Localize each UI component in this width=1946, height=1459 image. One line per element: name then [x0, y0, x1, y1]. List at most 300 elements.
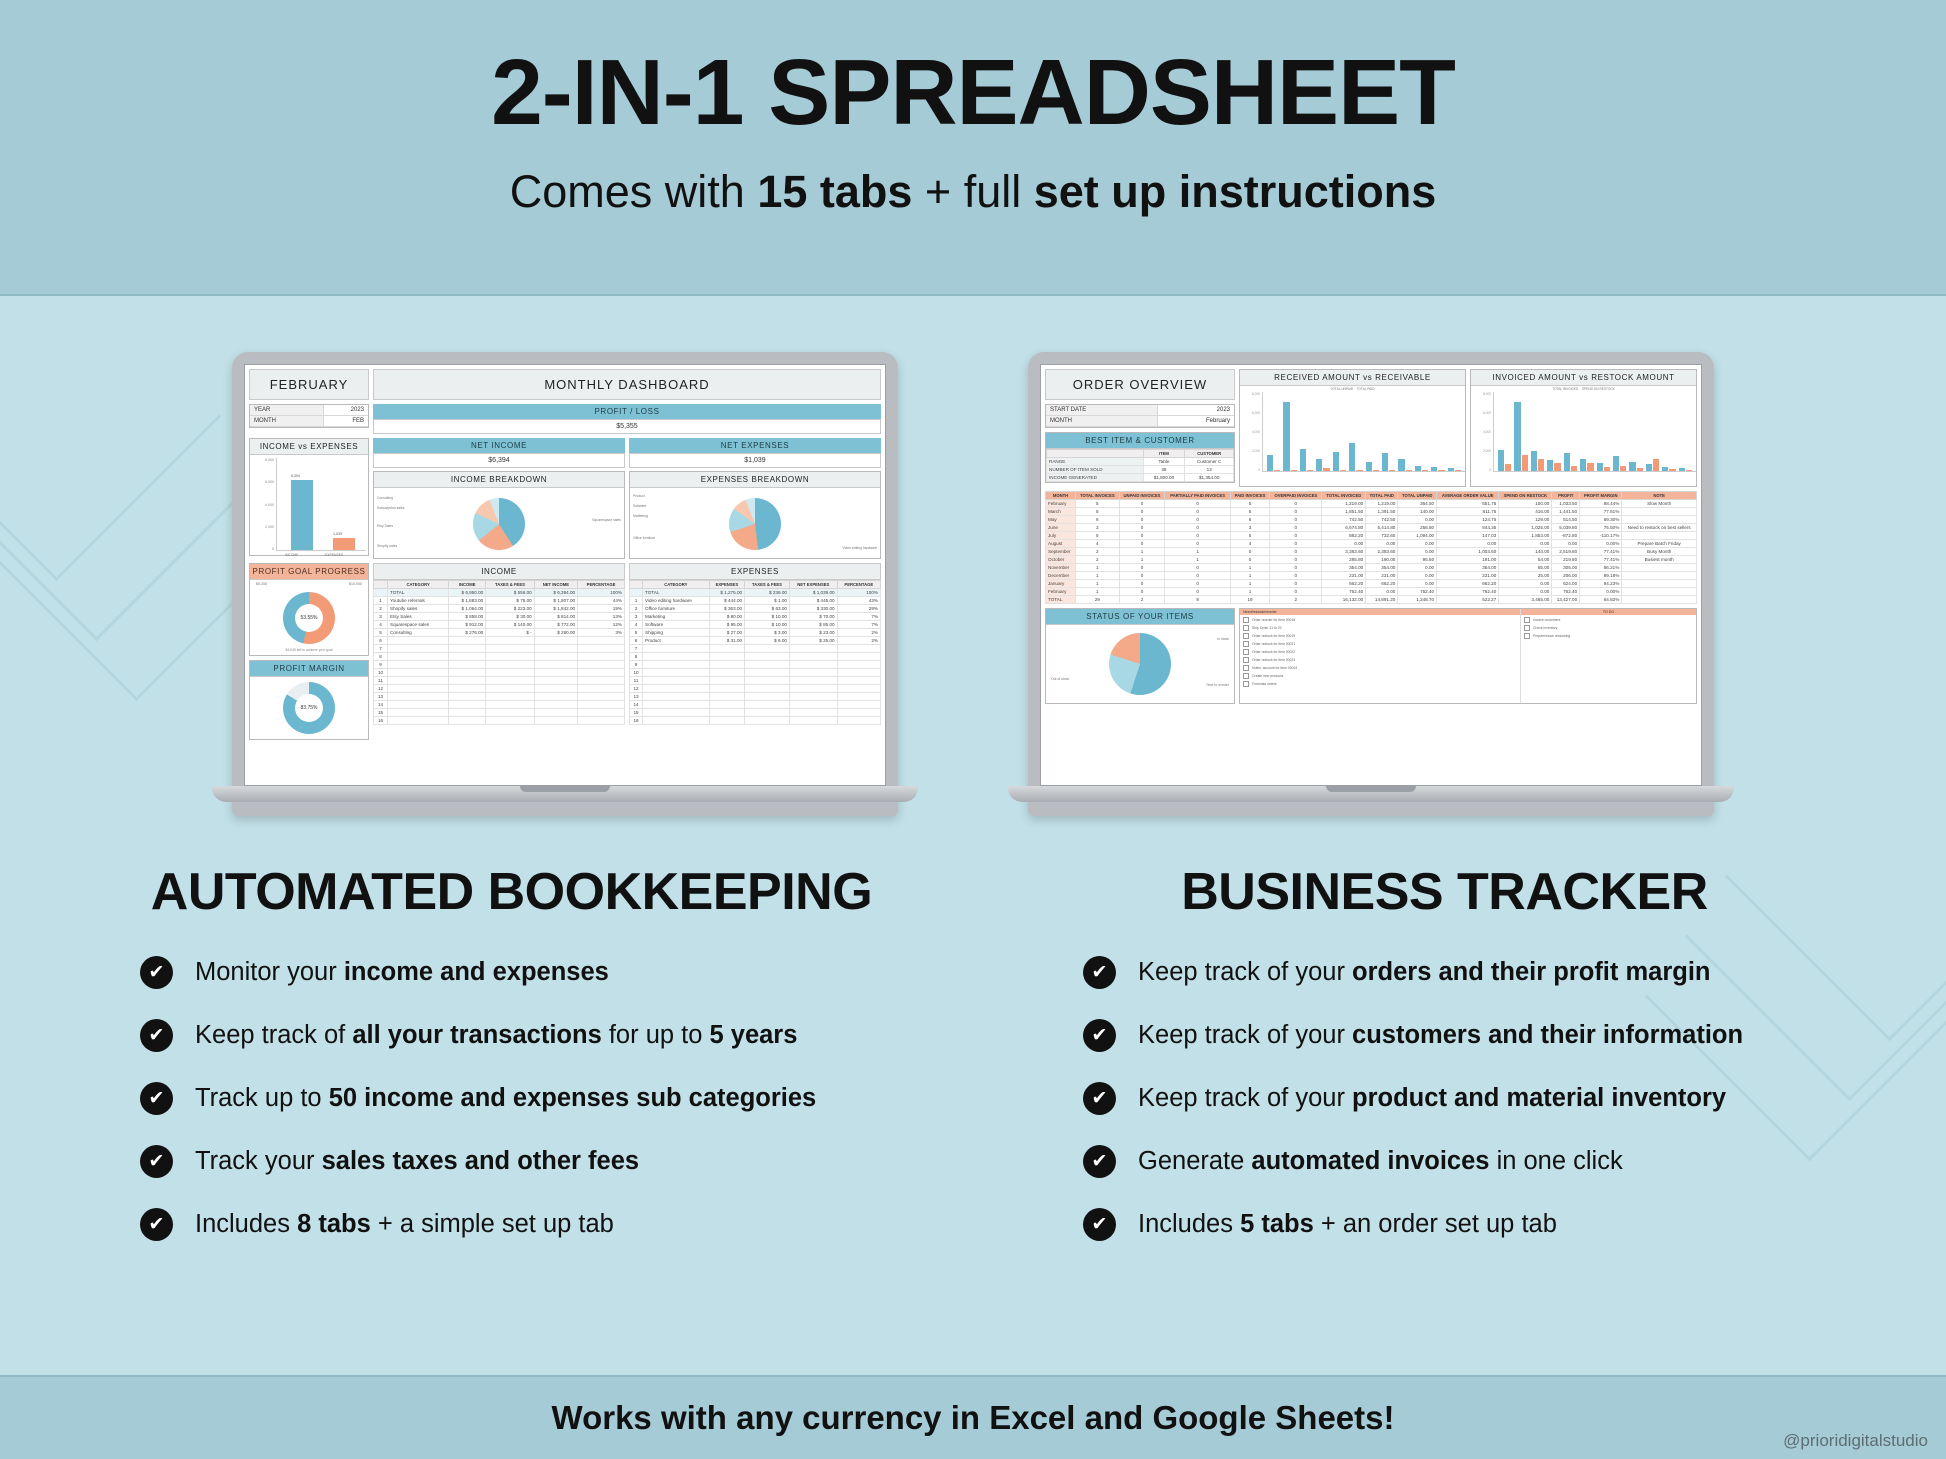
bar: [1406, 470, 1412, 471]
cell: [1622, 516, 1697, 524]
cell: Busy Month: [1622, 548, 1697, 556]
cell: 0: [1270, 532, 1322, 540]
cell: 3: [1076, 524, 1119, 532]
bar: [1653, 459, 1659, 471]
cell: [388, 677, 449, 685]
bar: [1597, 463, 1603, 471]
cell: $ 75.00: [486, 597, 534, 605]
bar: [1686, 470, 1692, 471]
legend-restock: SPEND ON RESTOCK: [1581, 387, 1615, 391]
cell: $ 23.00: [789, 629, 837, 637]
cell: $ 1,842.00: [534, 605, 577, 613]
cell: [388, 709, 449, 717]
cell: 0: [1165, 564, 1230, 572]
cell: $ 445.00: [789, 597, 837, 605]
check-icon: ✔: [1083, 1019, 1116, 1052]
cell: 147.03: [1437, 532, 1499, 540]
checklist-item[interactable]: [1243, 617, 1517, 623]
feature-item: [140, 1145, 973, 1178]
cell: [745, 645, 790, 653]
page-title: 2-IN-1 SPREADSHEET: [491, 40, 1455, 144]
feature-item: [140, 956, 973, 989]
cell: [789, 677, 837, 685]
cell: 0: [1119, 564, 1165, 572]
table-row: [630, 629, 881, 637]
checklist-item[interactable]: [1243, 625, 1517, 631]
cell: $ 1.00: [745, 597, 790, 605]
checkbox-icon[interactable]: [1524, 617, 1530, 623]
pie-label: Subscription sales: [377, 506, 405, 510]
cell: [789, 661, 837, 669]
checklist-item[interactable]: [1524, 617, 1693, 623]
xtick-expenses: EXPENSES: [325, 553, 344, 557]
checklist-item[interactable]: [1524, 625, 1693, 631]
xtick-income: INCOME: [285, 553, 299, 557]
brand-handle: @prioridigitalstudio: [1783, 1431, 1928, 1450]
table-row: [630, 645, 881, 653]
cell: 0: [1270, 508, 1322, 516]
cell: [449, 677, 486, 685]
column-header: TOTAL INVOICED: [1322, 492, 1366, 500]
column-tracker: [973, 862, 1916, 1271]
goal-percent: 53.55%: [295, 604, 323, 632]
cell: [388, 637, 449, 645]
bar-group: [1300, 392, 1313, 471]
bar-group: [1382, 392, 1395, 471]
cell: [709, 669, 744, 677]
cell: 14,891.20: [1366, 596, 1398, 604]
cell: June: [1046, 524, 1076, 532]
cell: [578, 717, 625, 725]
col-category: CATEGORY: [643, 581, 710, 589]
status-pie: [1109, 633, 1171, 695]
screen-monthly-dashboard: [244, 364, 886, 786]
bar: [1340, 470, 1346, 471]
pie-label: Marketing: [633, 514, 648, 518]
checklist-item[interactable]: [1243, 641, 1517, 647]
cell: [837, 701, 880, 709]
cell: [745, 653, 790, 661]
checkbox-icon[interactable]: [1243, 649, 1249, 655]
cell: Youtube referrals: [388, 597, 449, 605]
cell: $ 363.00: [709, 605, 744, 613]
table-row: [630, 597, 881, 605]
check-icon: ✔: [140, 956, 173, 989]
cell: 1: [1076, 564, 1119, 572]
cell: [789, 669, 837, 677]
cell: 231.00: [1366, 572, 1398, 580]
ytick: 8,000: [265, 458, 274, 462]
table-row: [1046, 564, 1697, 572]
feature-item: [1083, 1208, 1916, 1241]
checklist-item[interactable]: [1243, 673, 1517, 679]
cell: [449, 661, 486, 669]
column-header: AVERAGE ORDER VALUE: [1437, 492, 1499, 500]
checklist-label: Order restock for item 00021: [1252, 642, 1296, 646]
cell: Squarespace sales: [388, 621, 449, 629]
cell: 9: [630, 661, 643, 669]
checkbox-icon[interactable]: [1243, 633, 1249, 639]
checkbox-icon[interactable]: [1243, 625, 1249, 631]
bar-label-income: 6,394: [291, 474, 300, 479]
cell: [709, 693, 744, 701]
cell: Consulting: [388, 629, 449, 637]
cell: [745, 669, 790, 677]
bar: [1438, 470, 1444, 471]
cell: 0.00: [1322, 540, 1366, 548]
checkbox-icon[interactable]: [1243, 617, 1249, 623]
bar-group: [1547, 392, 1560, 471]
check-icon: ✔: [1083, 956, 1116, 989]
col-percentage: PERCENTAGE: [578, 581, 625, 589]
cell: 662.20: [1437, 580, 1499, 588]
cell: February: [1046, 588, 1076, 596]
cell: 3: [630, 613, 643, 621]
cell: $ 912.00: [449, 621, 486, 629]
table-row: [1046, 548, 1697, 556]
status-panel-title: STATUS OF YOUR ITEMS: [1046, 609, 1234, 625]
subtitle-instructions: set up instructions: [1033, 165, 1437, 217]
bar: [1274, 470, 1280, 471]
cell: 4: [374, 621, 388, 629]
order-overview-title: ORDER OVERVIEW: [1045, 369, 1235, 400]
cell: 140.00: [1398, 508, 1437, 516]
cell: [578, 709, 625, 717]
checkbox-icon[interactable]: [1524, 625, 1530, 631]
cell: 2,383.60: [1366, 548, 1398, 556]
cell: Customer C: [1185, 458, 1234, 466]
cell: 95.80: [1398, 556, 1437, 564]
income-table: [373, 563, 625, 740]
cell: $ 10.00: [745, 613, 790, 621]
cell: 0: [1165, 588, 1230, 596]
ytick: 0: [272, 547, 274, 551]
best-item-title: BEST ITEM & CUSTOMER: [1046, 433, 1234, 449]
bar: [1580, 459, 1586, 471]
cell: [1622, 572, 1697, 580]
cell: $ 30.00: [486, 613, 534, 621]
laptop-lid: [1028, 352, 1714, 816]
cell: 43%: [837, 597, 880, 605]
cell: 1,003.60: [1437, 548, 1499, 556]
cell: 14: [374, 701, 388, 709]
bar-group: [1267, 392, 1280, 471]
table-row: [630, 669, 881, 677]
cell: Etsy Sales: [388, 613, 449, 621]
cell: [643, 653, 710, 661]
cell: [709, 685, 744, 693]
cell: Video editing hardware: [643, 597, 710, 605]
cell: [745, 701, 790, 709]
cell: Office furniture: [643, 605, 710, 613]
cell: [486, 693, 534, 701]
column-bookkeeping: [30, 862, 973, 1271]
bar: [1267, 455, 1273, 471]
cell: [837, 693, 880, 701]
cell: 29: [1076, 596, 1119, 604]
income-vs-expenses-title: INCOME vs EXPENSES: [250, 439, 368, 455]
income-vs-expenses-chart: [249, 438, 369, 556]
bar-label-expenses: 1,039: [333, 532, 342, 537]
cell: [449, 717, 486, 725]
cell: 0.00: [1552, 540, 1580, 548]
start-date-row[interactable]: [1046, 405, 1234, 416]
checklist-item[interactable]: [1243, 657, 1517, 663]
cell: [745, 693, 790, 701]
bar: [1366, 462, 1372, 471]
cell: 2: [1270, 596, 1322, 604]
month-value: FEB: [352, 418, 364, 424]
bar: [1382, 453, 1388, 471]
cell: [643, 661, 710, 669]
column-header: TOTAL PAID: [1366, 492, 1398, 500]
feature-text: Includes 5 tabs + an order set up tab: [1138, 1210, 1557, 1238]
cell: [578, 677, 625, 685]
bar-group: [1333, 392, 1346, 471]
cell: 9: [374, 661, 388, 669]
cell: 7: [374, 645, 388, 653]
net-expenses-title: NET EXPENSES: [629, 438, 881, 454]
year-selector[interactable]: [250, 405, 368, 416]
laptop-bookkeeping: [232, 352, 898, 816]
checkbox-icon[interactable]: [1243, 673, 1249, 679]
cell: 3%: [578, 629, 625, 637]
cell: [745, 709, 790, 717]
cell: 0: [1270, 516, 1322, 524]
col-item: ITEM: [1143, 450, 1185, 458]
bar: [1613, 456, 1619, 471]
cell: 2,519.80: [1552, 548, 1580, 556]
cell: 1: [1165, 548, 1230, 556]
cell: 28%: [837, 605, 880, 613]
cell: 0: [1119, 500, 1165, 508]
checkbox-icon[interactable]: [1524, 633, 1530, 639]
cell: [709, 661, 744, 669]
cell: [449, 637, 486, 645]
cell: 88.44%: [1580, 500, 1622, 508]
cell: 0: [1119, 572, 1165, 580]
table-row: [630, 709, 881, 717]
checkbox-icon[interactable]: [1243, 681, 1249, 687]
table-row: [630, 685, 881, 693]
bar: [1531, 451, 1537, 471]
cell: 662.20: [1366, 580, 1398, 588]
cell: 15: [630, 709, 643, 717]
profit-margin-title: PROFIT MARGIN: [250, 661, 368, 677]
cell: $ 1,275.00: [709, 589, 744, 597]
cell: 0.00: [1398, 580, 1437, 588]
col-net-expenses: NET EXPENSES: [789, 581, 837, 589]
status-label-reorder: Time to reorder: [1205, 683, 1229, 687]
cell: $ 27.00: [709, 629, 744, 637]
cell: [643, 685, 710, 693]
cell: [789, 717, 837, 725]
cell: [745, 661, 790, 669]
table-row: [374, 637, 625, 645]
pie-label: Squarespace sales: [592, 518, 621, 522]
bar-group: [1366, 392, 1379, 471]
orders-header-row: [1046, 492, 1697, 500]
checklist-label: Order reorder for item 00018: [1252, 618, 1296, 622]
cell: 0.00: [1437, 540, 1499, 548]
cell: 0: [1270, 564, 1322, 572]
cell: [789, 653, 837, 661]
cell: $1,354.00: [1185, 474, 1234, 482]
col-customer: CUSTOMER: [1185, 450, 1234, 458]
legend-paid: TOTAL PAID: [1356, 387, 1375, 391]
cell: [449, 701, 486, 709]
checklist-label: Create new products: [1252, 674, 1284, 678]
bar: [1554, 463, 1560, 471]
cell: 0: [1230, 548, 1269, 556]
col-expenses: EXPENSES: [709, 581, 744, 589]
cell: 69.30%: [1580, 516, 1622, 524]
cell: [388, 669, 449, 677]
table-row: [374, 605, 625, 613]
cell: 1,033.50: [1552, 500, 1580, 508]
profit-goal-panel: [249, 563, 369, 656]
feature-item: [1083, 1145, 1916, 1178]
cell: 0: [1165, 540, 1230, 548]
bar: [1356, 470, 1362, 471]
table-row: [1046, 556, 1697, 564]
table-row: [630, 605, 881, 613]
cell: 1: [630, 597, 643, 605]
cell: 6: [1076, 516, 1119, 524]
cell: [837, 677, 880, 685]
checkbox-icon[interactable]: [1243, 665, 1249, 671]
checklist-item[interactable]: [1243, 681, 1517, 687]
bar: [1349, 443, 1355, 472]
goal-min: $5,355: [256, 582, 267, 586]
cell: $ 70.00: [789, 613, 837, 621]
header-subtitle: [0, 166, 1946, 218]
net-expenses-value: $1,039: [629, 454, 881, 468]
column-header: TOTAL INVOICES: [1076, 492, 1119, 500]
cell: [709, 717, 744, 725]
checklist-item[interactable]: [1243, 633, 1517, 639]
cell: 882.20: [1322, 532, 1366, 540]
cell: 0: [1165, 572, 1230, 580]
cell: September: [1046, 548, 1076, 556]
cell: 514.50: [1552, 516, 1580, 524]
subtitle-pre: Comes with: [509, 165, 758, 217]
bar-group: [1349, 392, 1362, 471]
cell: 191.00: [1437, 556, 1499, 564]
bar: [1646, 464, 1652, 471]
expenses-table-grid: [629, 580, 881, 725]
expenses-table-header-row: [630, 581, 881, 589]
cell: [837, 661, 880, 669]
bar: [1498, 450, 1504, 471]
cell: Slow Month: [1622, 500, 1697, 508]
cell: [534, 669, 577, 677]
header-banner: [0, 0, 1946, 296]
status-label-in-stock: In stock: [1217, 637, 1229, 641]
cell: 0: [1270, 588, 1322, 596]
column-header: PARTIALLY PAID INVOICES: [1165, 492, 1230, 500]
checklist-item[interactable]: [1243, 649, 1517, 655]
month-row[interactable]: [1046, 416, 1234, 427]
cell: [709, 701, 744, 709]
bar: [1620, 466, 1626, 471]
cell: [643, 701, 710, 709]
bar: [1564, 453, 1570, 471]
cell: [486, 701, 534, 709]
cell: [578, 637, 625, 645]
cell: [837, 645, 880, 653]
cell: January: [1046, 580, 1076, 588]
feature-text: Keep track of your orders and their profit margin: [1138, 958, 1711, 986]
start-date-label: START DATE: [1046, 405, 1158, 415]
footer-banner: [0, 1375, 1946, 1459]
cell: [388, 701, 449, 709]
cell: 3: [1230, 524, 1269, 532]
cell: 6: [374, 637, 388, 645]
cell: $ 63.00: [745, 605, 790, 613]
cell: 0: [1270, 556, 1322, 564]
feature-item: [1083, 956, 1916, 989]
cell: 416.00: [1499, 508, 1552, 516]
cell: [534, 693, 577, 701]
checklist-item[interactable]: [1243, 665, 1517, 671]
col-category: CATEGORY: [388, 581, 449, 589]
laptop-lid: [232, 352, 898, 816]
checklist-item[interactable]: [1524, 633, 1693, 639]
cell: 1: [1165, 556, 1230, 564]
cell: [534, 637, 577, 645]
cell: [837, 653, 880, 661]
cell: 206.00: [1552, 572, 1580, 580]
cell: $ 814.00: [534, 613, 577, 621]
checkbox-icon[interactable]: [1243, 641, 1249, 647]
cell: -110.17%: [1580, 532, 1622, 540]
income-breakdown-title: INCOME BREAKDOWN: [374, 472, 624, 488]
cell: 0: [1270, 572, 1322, 580]
cell: August: [1046, 540, 1076, 548]
cell: 1,248.70: [1398, 596, 1437, 604]
cell: [709, 645, 744, 653]
cell: 0: [1270, 500, 1322, 508]
col-net-income: NET INCOME: [534, 581, 577, 589]
month-selector[interactable]: [250, 416, 368, 427]
cell: 5: [630, 629, 643, 637]
expenses-pie: [729, 498, 781, 550]
cell: 1: [1119, 556, 1165, 564]
cell: $ 25.00: [789, 637, 837, 645]
feature-item: [1083, 1019, 1916, 1052]
month-header: FEBRUARY: [249, 369, 369, 400]
table-row: [630, 693, 881, 701]
cell: [486, 717, 534, 725]
bar: [1415, 466, 1421, 471]
month-label: MONTH: [250, 416, 324, 426]
cell: 19%: [578, 605, 625, 613]
cell: $ 140.00: [486, 621, 534, 629]
cell: 2: [1076, 556, 1119, 564]
cell: [643, 709, 710, 717]
invoiced-vs-restock-chart: [1470, 369, 1697, 487]
feature-text: Generate automated invoices in one click: [1138, 1147, 1623, 1175]
cell: [745, 685, 790, 693]
bar-group: [1431, 392, 1444, 471]
goal-donut: [283, 592, 335, 644]
feature-text: Includes 8 tabs + a simple set up tab: [195, 1210, 614, 1238]
checklist-label: Order restock for item 00023: [1252, 658, 1296, 662]
bar-group: [1316, 392, 1329, 471]
cell: October: [1046, 556, 1076, 564]
checkbox-icon[interactable]: [1243, 657, 1249, 663]
